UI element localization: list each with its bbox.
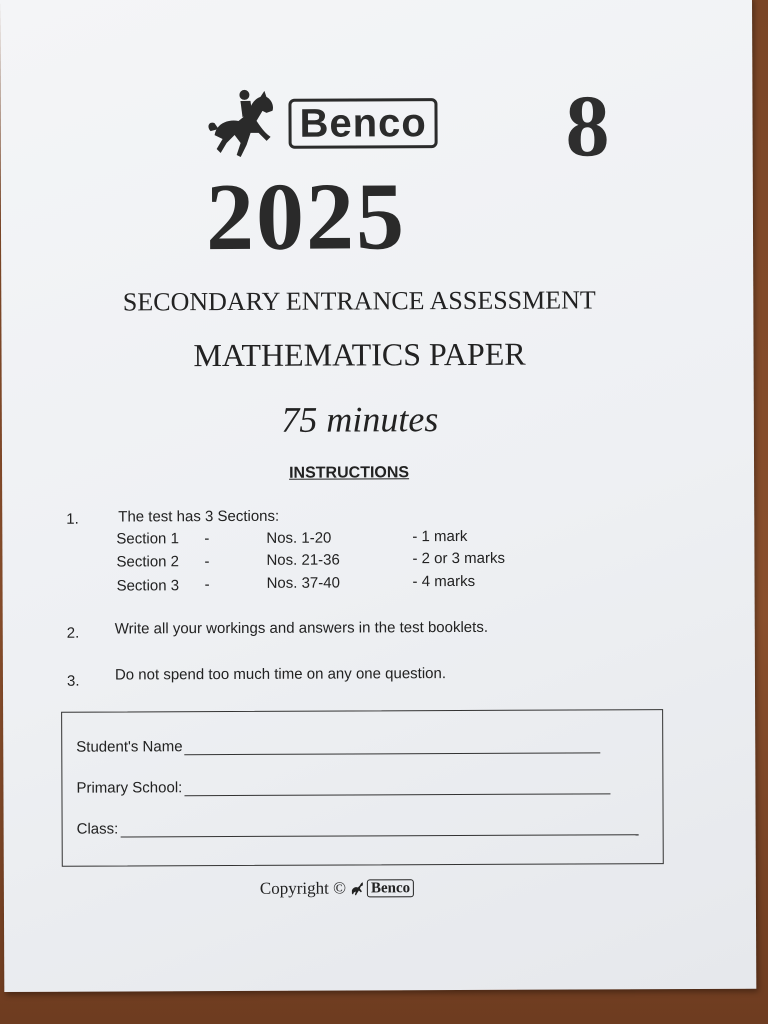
section-marks: - 1 mark [412,527,468,546]
section-numbers: Nos. 37-40 [266,574,340,592]
primary-school-label: Primary School: [76,779,183,797]
duration: 75 minutes [281,399,439,440]
brand-wordmark: Benco [288,98,437,149]
section-name: Section 1 [116,530,179,548]
section-dash: - [204,576,210,594]
instruction-text: The test has 3 Sections: [118,507,280,526]
student-name-field[interactable] [76,736,600,755]
section-marks: - 2 or 3 marks [412,549,506,568]
section-marks: - 4 marks [412,572,476,591]
section-dash: - [204,553,210,571]
primary-school-field[interactable] [76,777,610,796]
exam-title: SECONDARY ENTRANCE ASSESSMENT [122,285,596,317]
instructions-heading: INSTRUCTIONS [289,464,410,482]
section-name: Section 3 [116,577,180,595]
brand-logo [204,82,438,165]
class-field[interactable] [77,818,639,837]
student-name-line[interactable] [184,736,600,755]
instruction-text: Do not spend too much time on any one question. [114,665,447,684]
section-name: Section 2 [116,553,180,571]
section-numbers: Nos. 21-36 [266,551,340,569]
horse-rider-icon [204,83,280,165]
instruction-text: Write all your workings and answers in the test booklets. [114,618,489,638]
student-name-label: Student's Name [76,738,183,756]
copyright-notice [260,878,414,899]
instruction-number: 2. [66,624,80,642]
class-line[interactable] [120,818,638,837]
primary-school-line[interactable] [184,777,610,796]
year-heading: 2025 [205,162,407,271]
student-details-box [61,709,664,867]
instruction-number: 1. [66,510,79,528]
section-dash: - [204,530,210,548]
horse-rider-icon [350,880,364,896]
subject-title: MATHEMATICS PAPER [193,335,526,374]
copyright-brand: Benco [367,879,414,897]
copyright-text: Copyright © [259,878,347,898]
section-numbers: Nos. 1-20 [266,529,332,547]
grade-number: 8 [565,78,610,176]
class-label: Class: [76,820,119,838]
instruction-number: 3. [66,672,80,690]
